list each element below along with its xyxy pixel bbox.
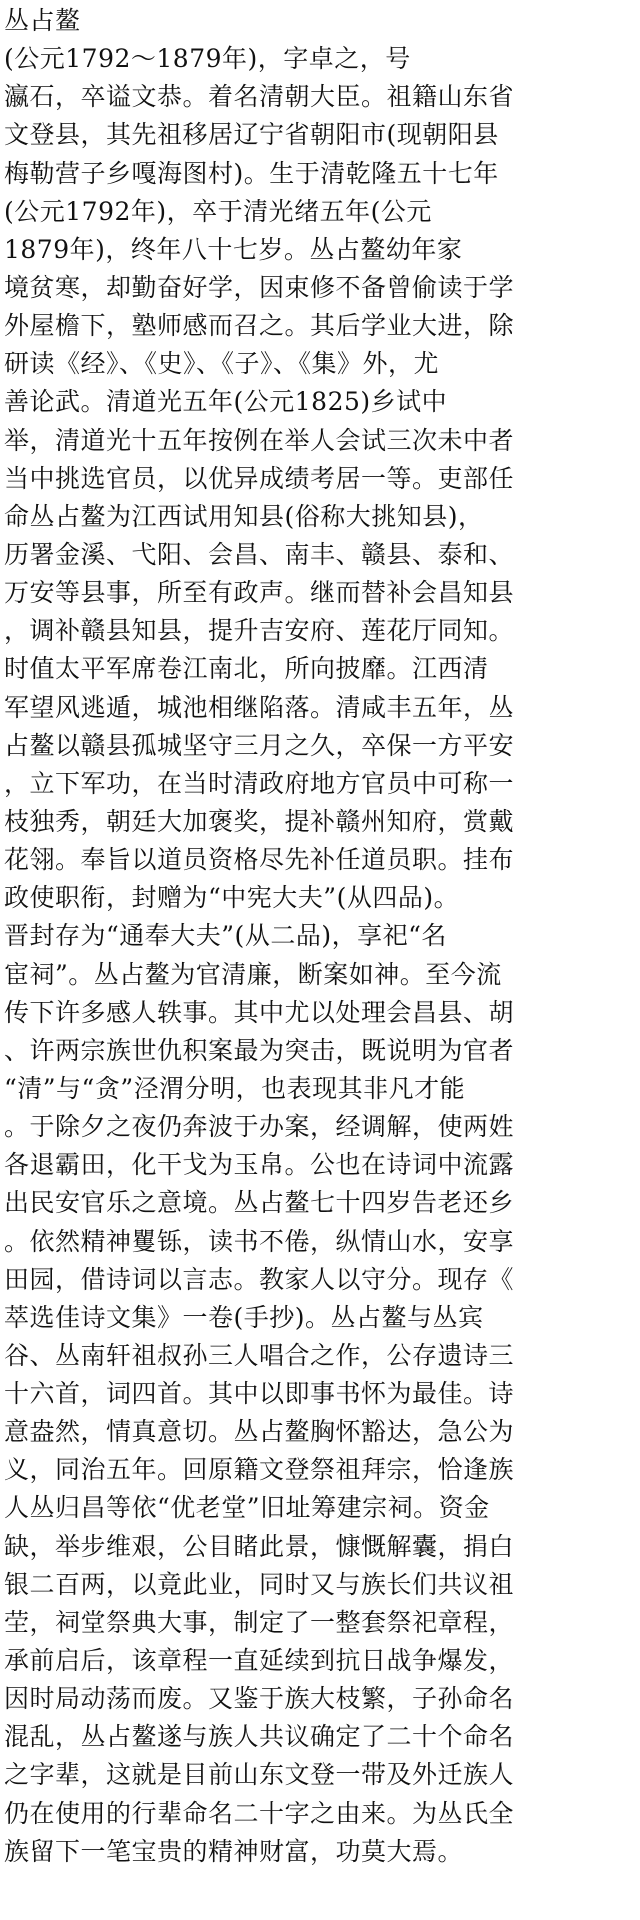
text-line: 文登县，其先祖移居辽宁省朝阳市(现朝阳县 [4,120,499,150]
text-line: 丛占鳌 [4,6,81,35]
text-line: 举，清道光十五年按例在举人会试三次未中者 [4,425,515,455]
text-line: 义，同治五年。回原籍文登祭祖拜宗，恰逢族 [4,1455,515,1485]
text-line: 晋封存为“通奉大夫”(从二品)，享祀“名 [4,921,447,951]
text-line: 之字辈，这就是目前山东文登一带及外迁族人 [4,1760,515,1790]
text-line: 族留下一笔宝贵的精神财富，功莫大焉。 [4,1836,464,1866]
text-line: 花翎。奉旨以道员资格尽先补任道员职。挂布 [4,845,515,875]
text-line: 田园，借诗词以言志。教家人以守分。现存《 [4,1264,515,1294]
text-line: ，调补赣县知县，提升吉安府、莲花厅同知。 [4,616,515,646]
text-line: 瀛石，卒谥文恭。着名清朝大臣。祖籍山东省 [4,82,515,112]
text-line: 外屋檐下，塾师感而召之。其后学业大进，除 [4,311,515,341]
text-line: 境贫寒，却勤奋好学，因束修不备曾偷读于学 [4,272,515,302]
text-line: 传下许多感人轶事。其中尤以处理会昌县、胡 [4,997,515,1027]
text-line: 。依然精神矍铄，读书不倦，纵情山水，安享 [4,1226,515,1256]
text-line: 军望风逃遁，城池相继陷落。清咸丰五年，丛 [4,692,515,722]
text-line: 银二百两，以竟此业，同时又与族长们共议祖 [4,1569,515,1599]
text-line: 当中挑选官员，以优异成绩考居一等。吏部任 [4,463,515,493]
text-line: 因时局动荡而废。又鉴于族大枝繁，子孙命名 [4,1684,515,1714]
text-line: 人丛归昌等依“优老堂”旧址筹建宗祠。资金 [4,1493,490,1523]
text-line: 缺，举步维艰，公目睹此景，慷慨解囊，捐白 [4,1531,515,1561]
text-line: 出民安官乐之意境。丛占鳌七十四岁告老还乡 [4,1188,515,1218]
text-line: 研读《经》、《史》、《子》、《集》外，尤 [4,349,440,379]
text-line: 承前启后，该章程一直延续到抗日战争爆发， [4,1646,515,1676]
text-line: 萃选佳诗文集》一卷(手抄)。丛占鳌与丛宾 [4,1302,484,1332]
text-line: 各退霸田，化干戈为玉帛。公也在诗词中流露 [4,1150,515,1180]
text-line: ，立下军功，在当时清政府地方官员中可称一 [4,768,515,798]
text-line: 混乱，丛占鳌遂与族人共议确定了二十个命名 [4,1722,515,1752]
text-line: 善论武。清道光五年(公元1825)乡试中 [4,387,448,417]
text-line: “清”与“贪”泾渭分明，也表现其非凡才能 [4,1073,466,1103]
text-line: 命丛占鳌为江西试用知县(俗称大挑知县)， [4,501,484,531]
text-line: 万安等县事，所至有政声。继而替补会昌知县 [4,578,515,608]
text-line: 意盎然，情真意切。丛占鳌胸怀豁达，急公为 [4,1417,515,1447]
text-line: 历署金溪、弋阳、会昌、南丰、赣县、泰和、 [4,539,515,569]
text-line: 仍在使用的行辈命名二十字之由来。为丛氏全 [4,1798,515,1828]
text-line: 梅勒营子乡嘎海图村)。生于清乾隆五十七年 [4,158,499,188]
text-line: (公元1792～1879年)，字卓之，号 [4,44,411,74]
text-line: 十六首，词四首。其中以即事书怀为最佳。诗 [4,1379,515,1409]
text-line: 政使职衔，封赠为“中宪大夫”(从四品)。 [4,883,460,913]
text-line: 占鳌以赣县孤城坚守三月之久，卒保一方平安 [4,730,515,760]
text-line: 。于除夕之夜仍奔波于办案，经调解，使两姓 [4,1112,515,1142]
text-line: 枝独秀，朝廷大加褒奖，提补赣州知府，赏戴 [4,806,515,836]
text-line: 时值太平军席卷江南北，所向披靡。江西清 [4,654,489,684]
text-line: 谷、丛南轩祖叔孙三人唱合之作，公存遗诗三 [4,1340,515,1370]
text-line: (公元1792年)，卒于清光绪五年(公元 [4,196,432,226]
text-line: 茔，祠堂祭典大事，制定了一整套祭祀章程， [4,1607,515,1637]
text-line: 宦祠”。丛占鳌为官清廉，断案如神。至今流 [4,959,502,989]
text-line: 、许两宗族世仇积案最为突击，既说明为官者 [4,1035,515,1065]
text-line: 1879年)，终年八十七岁。丛占鳌幼年家 [4,234,463,264]
